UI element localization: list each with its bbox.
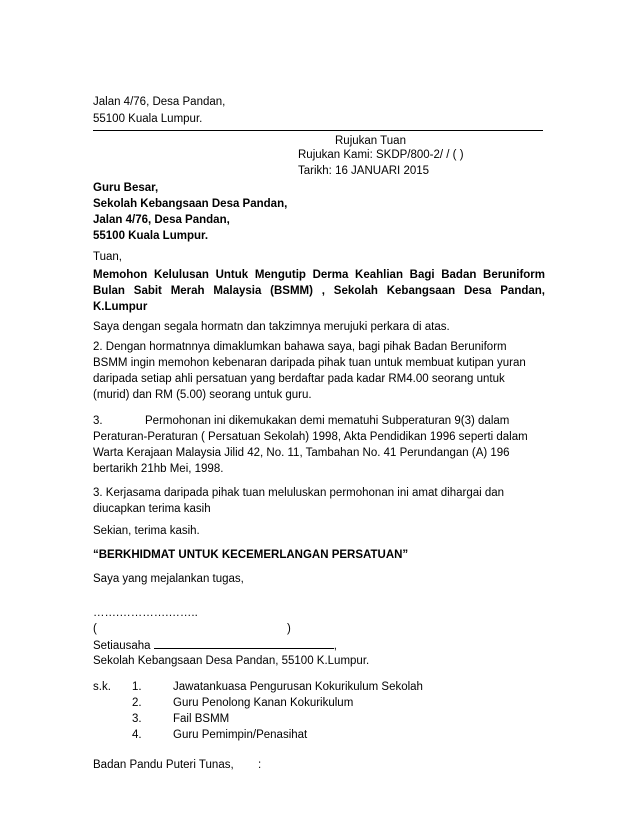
paragraph-2-line2: BSMM ingin memohon kebenaran daripada pihak tuan untuk membuat kutipan yuran [93, 357, 526, 369]
salutation: Tuan, [93, 251, 122, 263]
recipient-line1: Guru Besar, [93, 182, 159, 194]
closing-remark: Sekian, terima kasih. [93, 525, 200, 537]
paragraph-3-line2: Peraturan-Peraturan ( Persatuan Sekolah) 1998, Akta Pendidikan 1996 seperti dalam [93, 431, 528, 443]
paragraph-2-line4: (murid) dan RM (5.00) seorang untuk guru. [93, 389, 312, 401]
paragraph-3-line3: Warta Kerajaan Malaysia Jilid 42, No. 11, Tambahan No. 41 Perundangan (A) 196 [93, 447, 510, 459]
our-reference: Rujukan Kami: SKDP/800-2/ / ( ) [298, 149, 464, 161]
your-reference: Rujukan Tuan [335, 135, 406, 147]
signature-title-end: , [333, 640, 337, 652]
signature-title-row [93, 638, 337, 653]
paragraph-2-line1: 2. Dengan hormatnnya dimaklumkan bahawa saya, bagi pihak Badan Beruniform [93, 341, 507, 353]
paragraph-intro: Saya dengan segala hormatn dan takzimnya merujuki perkara di atas. [93, 321, 450, 333]
footer-colon: : [258, 759, 262, 771]
paragraph-2-line3: daripada setiap ahli persatuan yang berdaftar pada kadar RM4.00 seorang untuk [93, 373, 505, 385]
sender-address-line1: Jalan 4/76, Desa Pandan, [93, 96, 226, 108]
sender-address-line2: 55100 Kuala Lumpur. [93, 113, 203, 125]
cc-item-4-num: 4. [132, 729, 142, 741]
paragraph-4-line1: 3. Kerjasama daripada pihak tuan meluluskan permohonan ini amat dihargai dan [93, 487, 505, 499]
signature-school: Sekolah Kebangsaan Desa Pandan, 55100 K.Lumpur. [93, 655, 370, 667]
subject-line2: Bulan Sabit Merah Malaysia (BSMM) , Sekolah Kebangsaan Desa Pandan, [93, 285, 545, 297]
recipient-line4: 55100 Kuala Lumpur. [93, 230, 209, 242]
paragraph-3-line4: bertarikh 21hb Mei, 1998. [93, 463, 224, 475]
signature-paren-open: ( [93, 623, 97, 635]
recipient-line2: Sekolah Kebangsaan Desa Pandan, [93, 198, 288, 210]
signature-paren-close: ) [287, 623, 291, 635]
recipient-line3: Jalan 4/76, Desa Pandan, [93, 214, 230, 226]
header-divider [93, 130, 543, 131]
letter-date: Tarikh: 16 JANUARI 2015 [298, 165, 430, 177]
signature-dots: …….………….…….. [93, 607, 198, 619]
cc-item-2-num: 2. [132, 697, 142, 709]
cc-item-4-text: Guru Pemimpin/Penasihat [173, 729, 308, 741]
subject-line1: Memohon Kelulusan Untuk Mengutip Derma Keahlian Bagi Badan Beruniform [93, 269, 545, 281]
paragraph-3-line1: Permohonan ini dikemukakan demi mematuhi Subperaturan 9(3) dalam [145, 415, 510, 427]
signature-line [154, 638, 334, 649]
cc-item-1-num: 1. [132, 681, 142, 693]
signature-title: Setiausaha [93, 640, 151, 652]
cc-item-2-text: Guru Penolong Kanan Kokurikulum [173, 697, 354, 709]
cc-item-3-text: Fail BSMM [173, 713, 230, 725]
signature-intro: Saya yang mejalankan tugas, [93, 573, 244, 585]
cc-item-3-num: 3. [132, 713, 142, 725]
cc-item-1-text: Jawatankuasa Pengurusan Kokurikulum Sekolah [173, 681, 423, 693]
subject-line3: K.Lumpur [93, 301, 148, 313]
paragraph-4-line2: diucapkan terima kasih [93, 503, 211, 515]
paragraph-3-number: 3. [93, 415, 103, 427]
cc-label: s.k. [93, 681, 111, 693]
footer-label: Badan Pandu Puteri Tunas, [93, 759, 234, 771]
motto: “BERKHIDMAT UNTUK KECEMERLANGAN PERSATUAN” [93, 549, 409, 561]
